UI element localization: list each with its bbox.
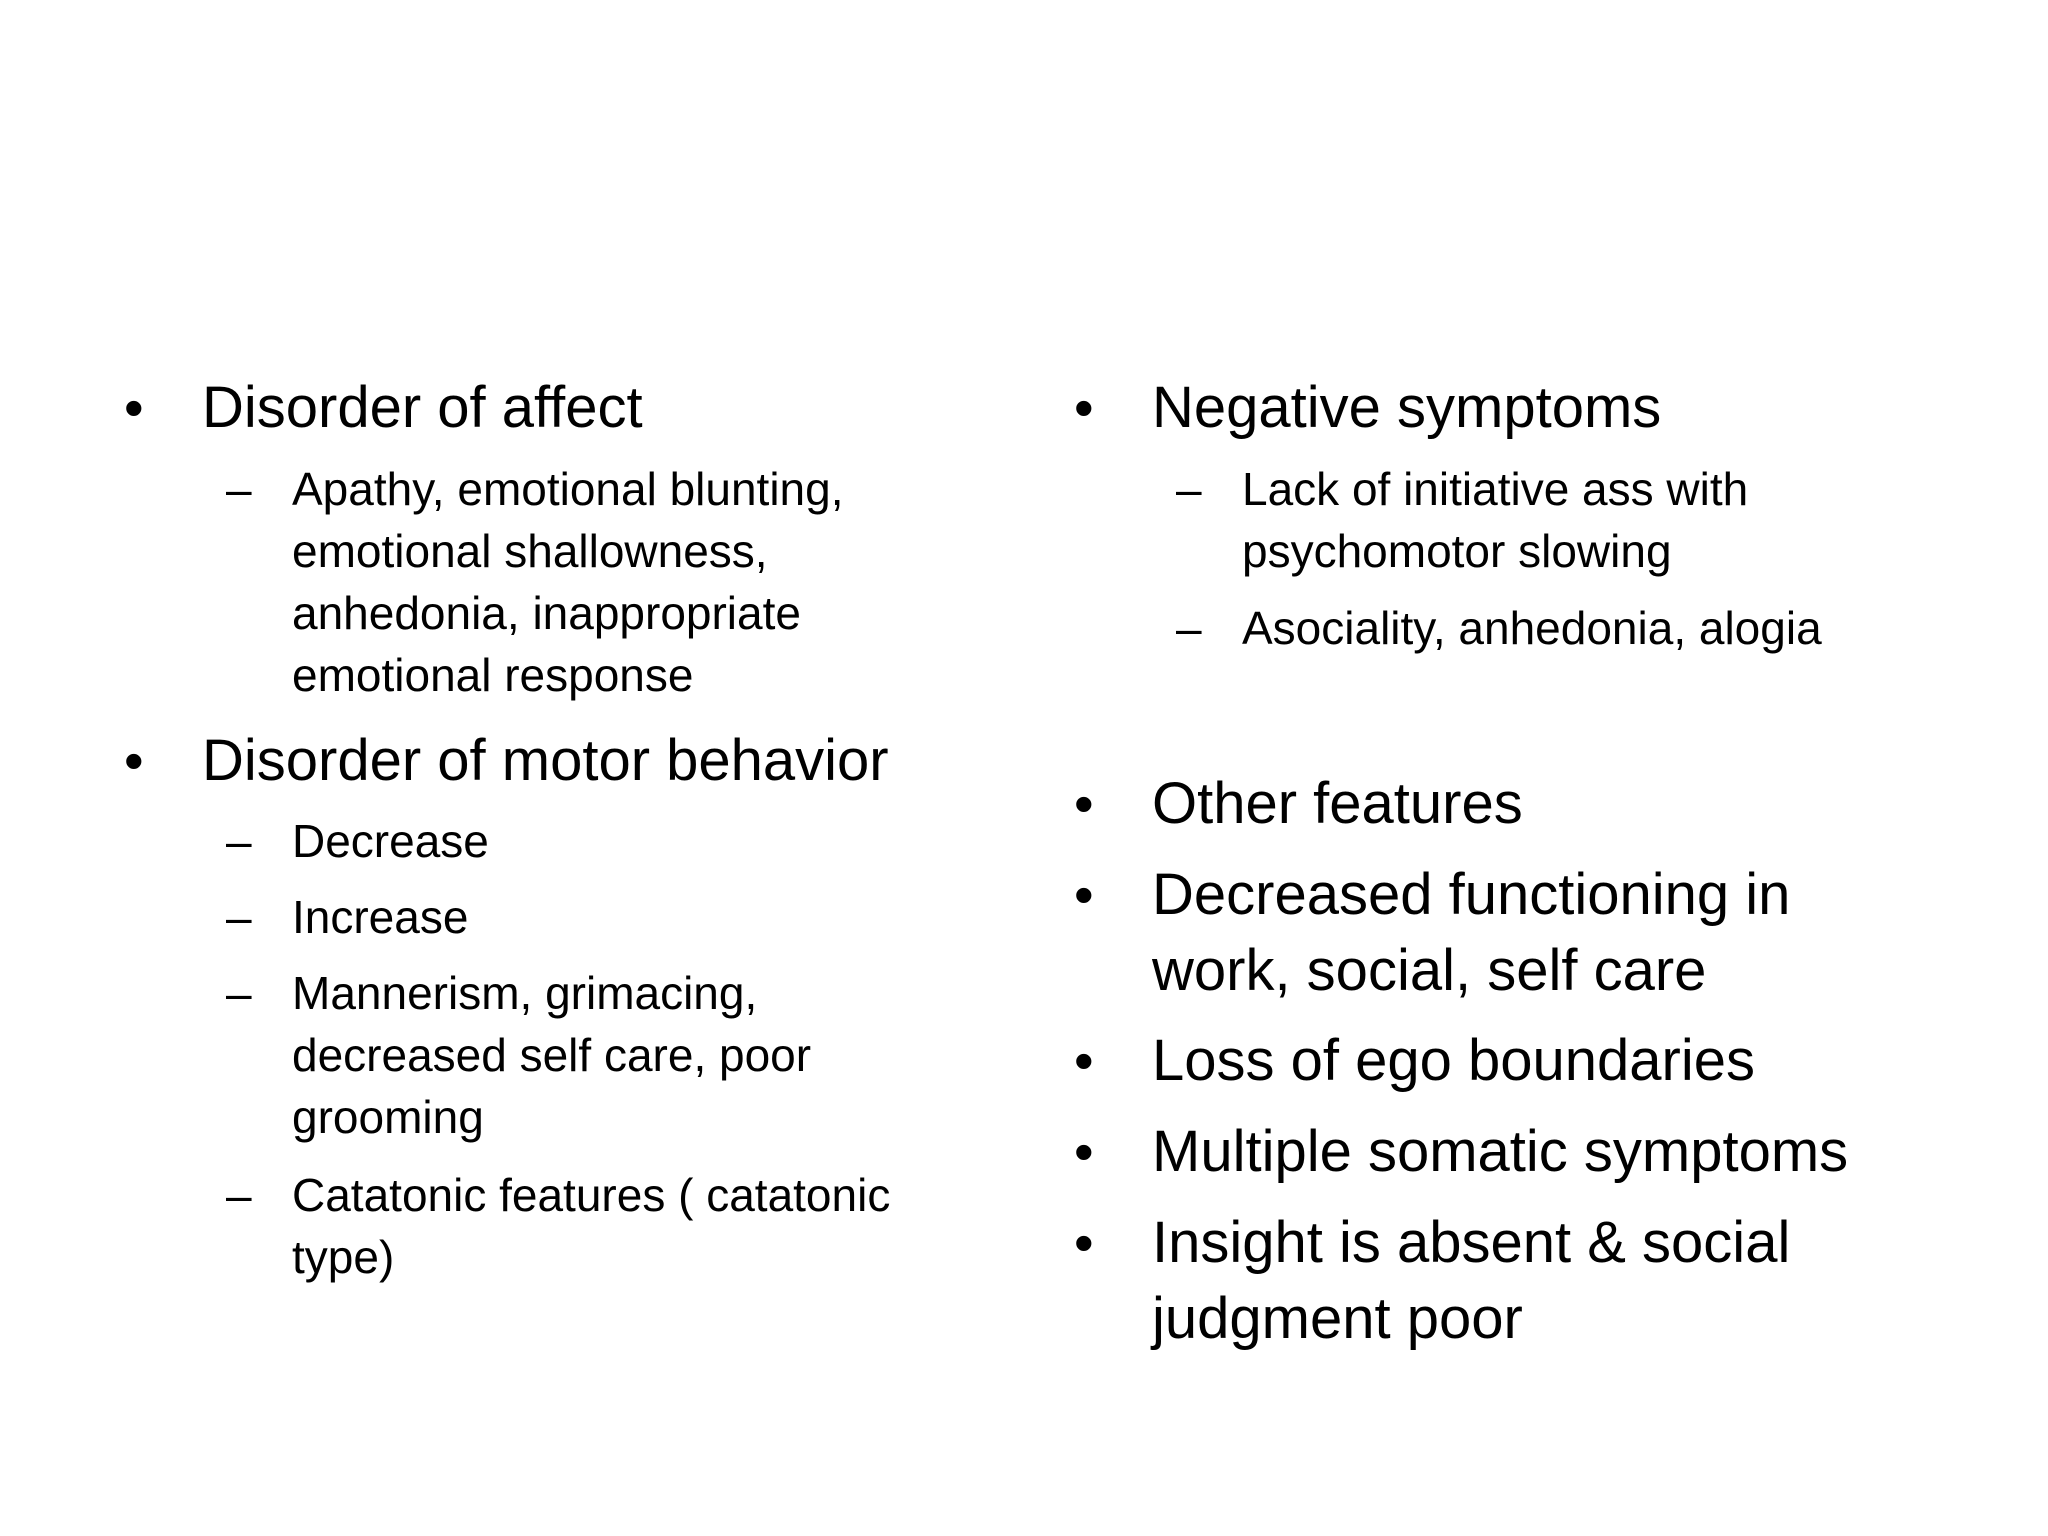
subitem-line: emotional response bbox=[292, 649, 694, 701]
subitem-line: Decrease bbox=[292, 815, 489, 867]
bullet-icon: • bbox=[1074, 772, 1094, 835]
right-bullet-loss-of-ego-boundaries bbox=[1074, 1023, 1755, 1099]
dash-icon: – bbox=[226, 463, 252, 515]
right-bullet-multiple-somatic-symptoms bbox=[1074, 1114, 1848, 1190]
bullet-line: Insight is absent & social bbox=[1152, 1210, 1791, 1275]
subitem-line: Apathy, emotional blunting, bbox=[292, 463, 844, 515]
bullet-icon: • bbox=[124, 729, 144, 792]
subitem-text bbox=[1242, 597, 1822, 659]
right-subitem-negative-1 bbox=[1176, 458, 1748, 582]
left-bullet-disorder-of-affect bbox=[124, 370, 643, 446]
bullet-label: Disorder of affect bbox=[202, 375, 643, 440]
left-bullet-disorder-of-motor-behavior bbox=[124, 723, 889, 799]
subitem-text bbox=[292, 1164, 890, 1288]
subitem-line: Increase bbox=[292, 891, 469, 943]
left-subitem-motor-4 bbox=[226, 1164, 890, 1288]
left-subitem-affect-1 bbox=[226, 458, 844, 706]
bullet-icon: • bbox=[1074, 1120, 1094, 1183]
right-bullet-insight-absent bbox=[1074, 1205, 1790, 1357]
dash-icon: – bbox=[226, 1169, 252, 1221]
bullet-label: Other features bbox=[1152, 771, 1523, 836]
subitem-line: Asociality, anhedonia, alogia bbox=[1242, 602, 1822, 654]
right-subitem-negative-2 bbox=[1176, 597, 1822, 659]
dash-icon: – bbox=[1176, 602, 1202, 654]
bullet-icon: • bbox=[124, 376, 144, 439]
subitem-line: psychomotor slowing bbox=[1242, 525, 1672, 577]
bullet-label bbox=[1152, 857, 1790, 1009]
right-bullet-other-features bbox=[1074, 766, 1523, 842]
subitem-text bbox=[292, 962, 811, 1148]
subitem-text bbox=[292, 886, 468, 948]
left-subitem-motor-2 bbox=[226, 886, 468, 948]
subitem-line: Lack of initiative ass with bbox=[1242, 463, 1749, 515]
dash-icon: – bbox=[1176, 463, 1202, 515]
subitem-line: Catatonic features ( catatonic bbox=[292, 1169, 891, 1221]
bullet-label: Multiple somatic symptoms bbox=[1152, 1119, 1849, 1184]
subitem-line: type) bbox=[292, 1231, 395, 1283]
dash-icon: – bbox=[226, 815, 252, 867]
bullet-icon: • bbox=[1074, 1029, 1094, 1092]
subitem-line: grooming bbox=[292, 1091, 484, 1143]
bullet-icon: • bbox=[1074, 376, 1094, 439]
subitem-text bbox=[292, 458, 844, 706]
left-subitem-motor-1 bbox=[226, 810, 489, 872]
left-subitem-motor-3 bbox=[226, 962, 811, 1148]
subitem-text bbox=[292, 810, 489, 872]
subitem-line: anhedonia, inappropriate bbox=[292, 587, 801, 639]
subitem-line: emotional shallowness, bbox=[292, 525, 768, 577]
bullet-label: Negative symptoms bbox=[1152, 375, 1662, 440]
subitem-line: Mannerism, grimacing, bbox=[292, 967, 758, 1019]
bullet-icon: • bbox=[1074, 1211, 1094, 1274]
right-bullet-decreased-functioning bbox=[1074, 857, 1790, 1009]
right-bullet-negative-symptoms bbox=[1074, 370, 1661, 446]
bullet-line: judgment poor bbox=[1152, 1286, 1523, 1351]
subitem-line: decreased self care, poor bbox=[292, 1029, 812, 1081]
bullet-icon: • bbox=[1074, 863, 1094, 926]
subitem-text bbox=[1242, 458, 1748, 582]
bullet-label: Loss of ego boundaries bbox=[1152, 1028, 1755, 1093]
bullet-label bbox=[1152, 1205, 1790, 1357]
bullet-line: Decreased functioning in bbox=[1152, 862, 1791, 927]
dash-icon: – bbox=[226, 891, 252, 943]
bullet-label: Disorder of motor behavior bbox=[202, 728, 889, 793]
dash-icon: – bbox=[226, 967, 252, 1019]
bullet-line: work, social, self care bbox=[1152, 938, 1707, 1003]
